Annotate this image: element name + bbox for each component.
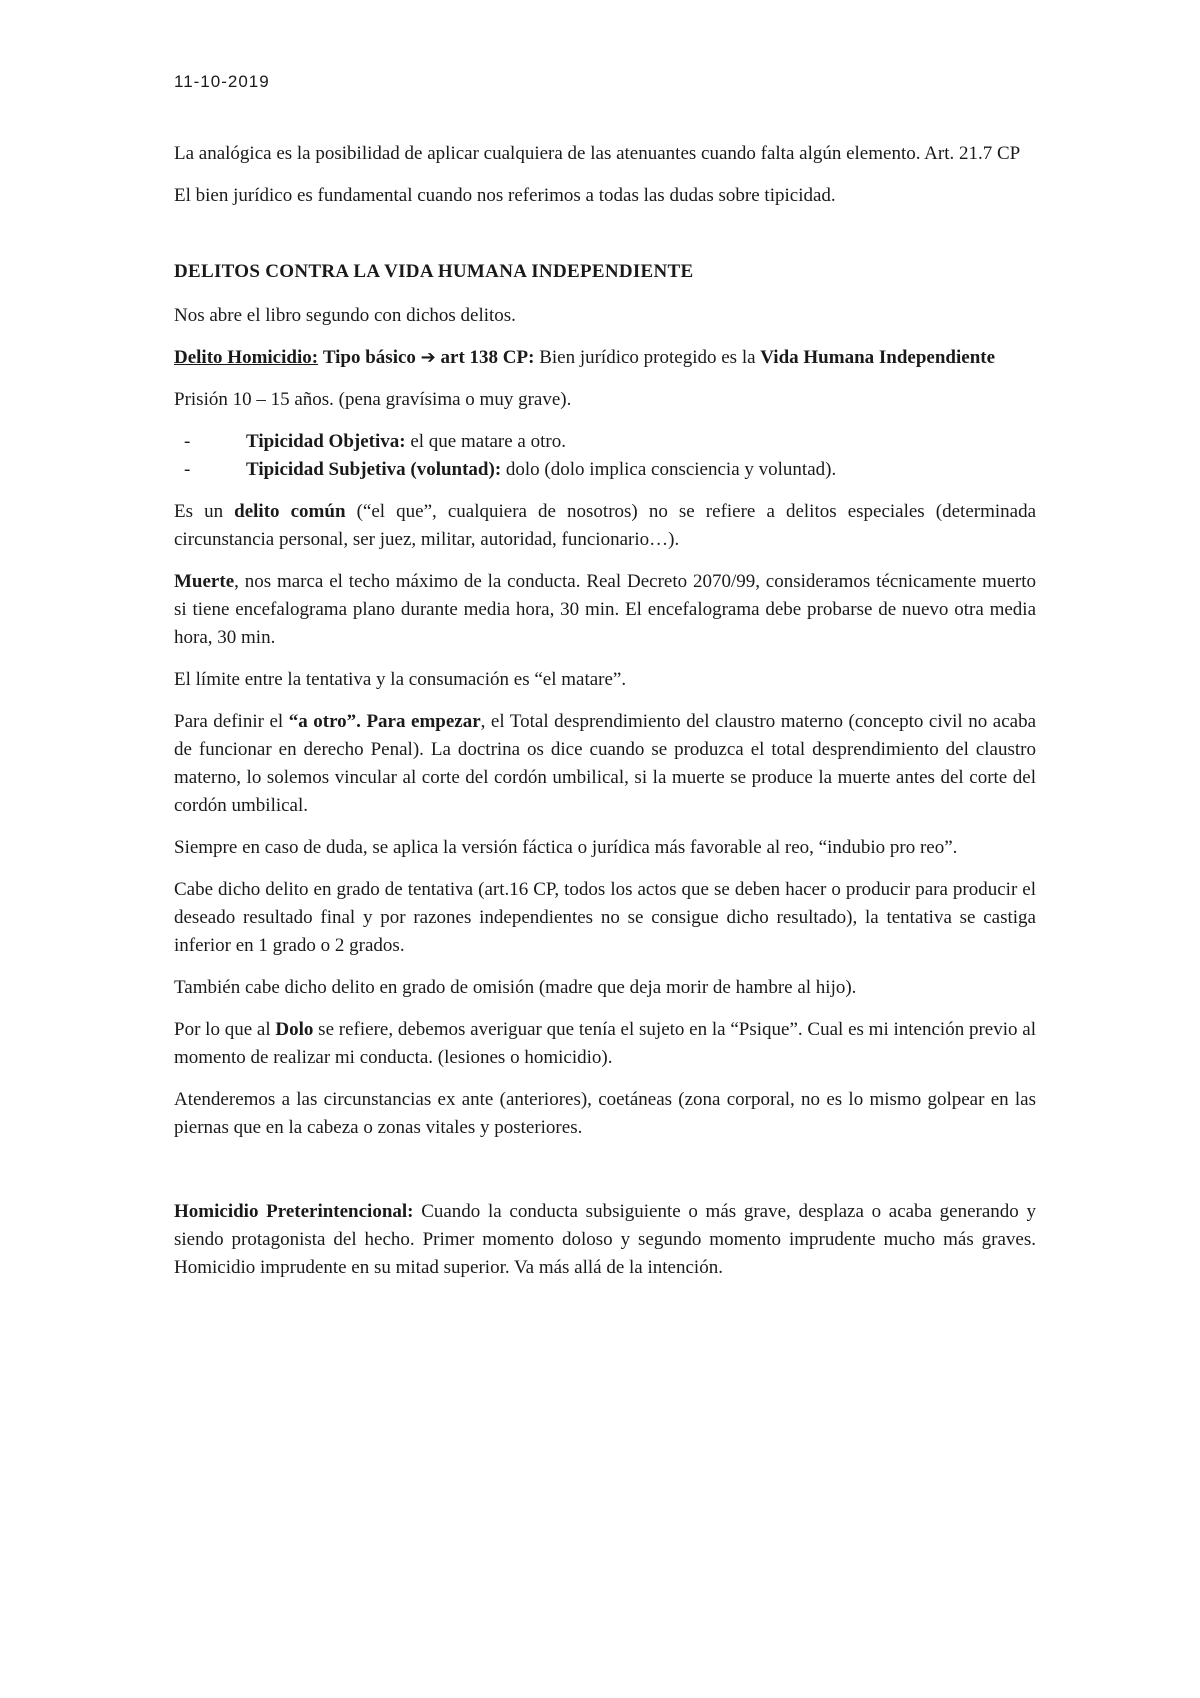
paragraph-limite: El límite entre la tentativa y la consumación es “el matare”.: [174, 669, 627, 690]
list-item-text: dolo (dolo implica consciencia y voluntad).: [501, 459, 837, 480]
paragraph-delito-homicidio: [174, 344, 1036, 372]
paragraph-tentativa: Cabe dicho delito en grado de tentativa (art.16 CP, todos los actos que se deben hacer o producir para producir el deseado resultado final y por razones independientes no se consigue dicho resultado), la tentativa se castiga inferior en 1 grado o 2 grados.: [174, 879, 1036, 956]
paragraph-delito-comun: [174, 498, 1036, 554]
dolo-label: Dolo: [275, 1019, 314, 1040]
text-run: , el Total desprendimiento del claustro materno (concepto civil no acaba de funcionar en derecho Penal). La doctrina os dice cuando se produzca el total desprendimiento del claustro materno, lo solemos vincular al corte del cordón umbilical, si la muerte se produce la muerte antes del corte del cordón umbilical.: [174, 711, 1036, 816]
delito-homicidio-label: Delito Homicidio:: [174, 347, 319, 368]
list-item-label: Tipicidad Objetiva:: [246, 431, 406, 452]
text-run: (“el que”, cualquiera de nosotros) no se refiere a delitos especiales (determinada circunstancia personal, ser juez, militar, autoridad, funcionario…).: [174, 501, 1037, 550]
document-date: 11-10-2019: [174, 72, 270, 91]
paragraph-indubio: Siempre en caso de duda, se aplica la versión fáctica o jurídica más favorable al reo, “indubio pro reo”.: [174, 837, 958, 858]
preterintencional-label: Homicidio Preterintencional:: [174, 1201, 414, 1222]
paragraph-prision: Prisión 10 – 15 años. (pena gravísima o muy grave).: [174, 389, 572, 410]
paragraph-libro-segundo: Nos abre el libro segundo con dichos delitos.: [174, 305, 516, 326]
list-item-text: el que matare a otro.: [405, 431, 566, 452]
tipicidad-list: [174, 428, 1036, 484]
delito-comun-label: delito común: [234, 501, 346, 522]
text-run: se refiere, debemos averiguar que tenía el sujeto en la “Psique”. Cual es mi intención previo al momento de realizar mi conducta. (lesiones o homicidio).: [174, 1019, 1036, 1068]
paragraph-a-otro: [174, 708, 1036, 820]
text-run: Cuando la conducta subsiguiente o más grave, desplaza o acaba generando y siendo protagonista del hecho. Primer momento doloso y segundo momento imprudente mucho más graves. Homicidio imprudente en su mitad superior. Va más allá de la intención.: [174, 1201, 1036, 1278]
list-item: [174, 428, 1036, 456]
text-run: Por lo que al: [174, 1019, 276, 1040]
bien-juridico-text: Bien jurídico protegido es la: [534, 347, 761, 368]
text-run: Es un: [174, 501, 235, 522]
text-run: Para definir el: [174, 711, 289, 732]
muerte-label: Muerte: [174, 571, 235, 592]
vida-humana-label: Vida Humana Independiente: [760, 347, 996, 368]
paragraph-preterintencional: [174, 1198, 1036, 1282]
bullet-dash: -: [184, 431, 191, 452]
paragraph-muerte: [174, 568, 1036, 652]
document-page: [174, 70, 1036, 1296]
list-item-label: Tipicidad Subjetiva (voluntad):: [246, 459, 502, 480]
paragraph-omision: También cabe dicho delito en grado de omisión (madre que deja morir de hambre al hijo).: [174, 977, 857, 998]
a-otro-label: “a otro”. Para empezar: [288, 711, 481, 732]
paragraph-analogica: La analógica es la posibilidad de aplicar cualquiera de las atenuantes cuando falta algún elemento. Art. 21.7 CP: [174, 143, 1021, 164]
bullet-dash: -: [184, 459, 191, 480]
text-run: , nos marca el techo máximo de la conducta. Real Decreto 2070/99, consideramos técnicamente muerto si tiene encefalograma plano durante media hora, 30 min. El encefalograma debe probarse de nuevo otra media hora, 30 min.: [174, 571, 1036, 648]
paragraph-dolo: [174, 1016, 1036, 1072]
article-label: art 138 CP:: [440, 347, 535, 368]
tipo-basico-label: Tipo básico: [322, 347, 416, 368]
paragraph-circunstancias: Atenderemos a las circunstancias ex ante (anteriores), coetáneas (zona corporal, no es lo mismo golpear en las piernas que en la cabeza o zonas vitales y posteriores.: [174, 1089, 1036, 1138]
list-item: [174, 456, 1036, 484]
paragraph-bien-juridico: El bien jurídico es fundamental cuando nos referimos a todas las dudas sobre tipicidad.: [174, 185, 836, 206]
section-heading: DELITOS CONTRA LA VIDA HUMANA INDEPENDIENTE: [174, 261, 694, 282]
right-arrow-icon: ➔: [420, 347, 436, 368]
